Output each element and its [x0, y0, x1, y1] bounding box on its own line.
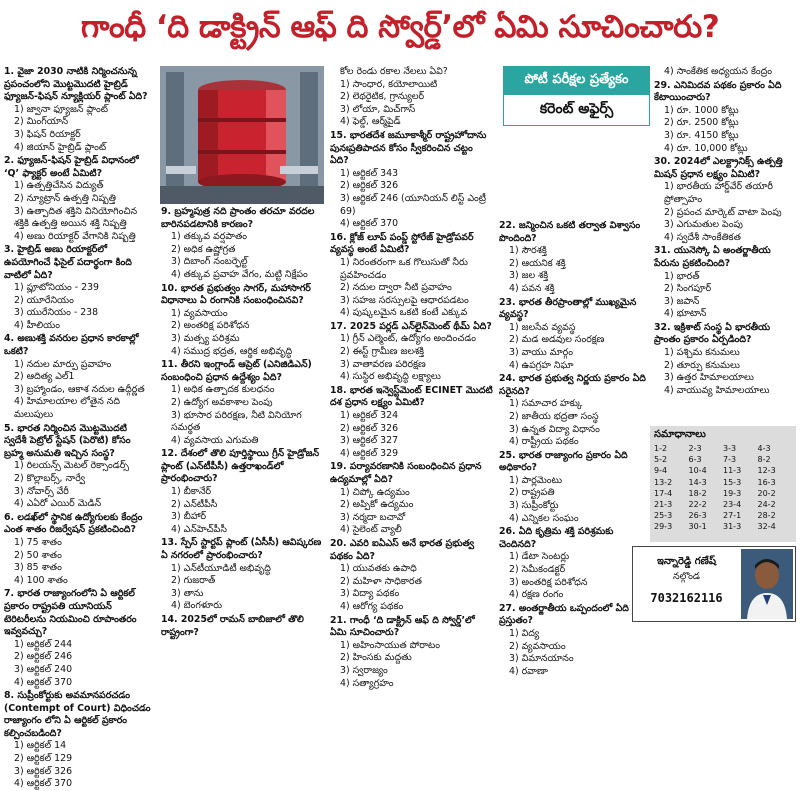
answer-item: 16-3 — [757, 477, 776, 487]
answer-option: 3) ఉత్పాదిత శక్తిని వినియోగించిన శక్తికి ఉత్పత్తి అయిన శక్తి నిష్పత్తి — [14, 205, 138, 230]
answer-option: 2) మడ అడవుల సంరక్షణ — [509, 334, 605, 346]
answer-option: 3) లోయా, మిచ్‌గాస్ — [340, 103, 416, 115]
question-text: 17. 2025 పర్లడ్ ఎన్‌లైన్‌మెంట్ థీమ్ ఏది? — [330, 320, 492, 332]
answer-option: 1) తక్కువ వర్షపాతం — [171, 231, 248, 243]
answer-item: 14-3 — [688, 477, 707, 487]
answer-item: 12-3 — [757, 466, 776, 476]
question-text: 24. భారత ప్రభుత్వ నిర్ణయ ప్రకారం ఏది సరైనది? — [499, 373, 646, 397]
answer-option: 3) ఆర్టికల్ 327 — [340, 435, 399, 447]
question-block — [4, 333, 152, 421]
answer-item: 2-3 — [688, 444, 702, 453]
answer-option: 4) ఎన్‌హెచ్‌పీసీ — [171, 523, 227, 535]
banner-title: పోటీ పరీక్షల ప్రత్యేకం — [504, 67, 649, 95]
question-text: 3. హైబ్రిడ్ అణు రియాక్టర్‌లో ఉపయోగించే ఫిసైల్ పదార్థంగా కింది వాటిలో ఏది? — [4, 244, 132, 281]
question-text: 15. భారతదేశ జమూకాశ్మీర్ రాష్ట్రహోదాను పునఃప్రతిపాదన కోసం స్వీకరించిన చట్టం ఏది? — [330, 129, 487, 167]
answer-option: 4) ఎన్నికల సంఘం — [509, 512, 579, 524]
question-text: 5. భారత నిర్మించిన మొట్టమొదటి స్వదేశీ పెట్రోల్ స్టేషన్ (పెరొటి) కోసం బ్రహ్మ అనుమతి ఇచ్చిన సంస్థ? — [4, 422, 131, 459]
answer-item: 19-3 — [723, 488, 742, 498]
question-text: 13. స్పేస్ స్టార్టప్ ప్లాంట్ (ఏసీసీ) ఆవిష్కరణ ఏ నగరంలో ప్రారంభించారు? — [161, 537, 322, 562]
answer-option: 2) నదుల ద్వారా నీటి ప్రవాహం — [340, 282, 452, 294]
answer-option: 2) న్యూట్రాన్ ఉత్పత్తి నిష్పత్తి — [14, 192, 116, 204]
answer-option: 1) సమాచార హక్కు — [509, 398, 583, 410]
question-text: 9. బ్రహ్మపుత్ర నది ప్రాంతం తరచూ వరదల బారినపడటానికి కారణం? — [161, 206, 315, 230]
question-block — [161, 359, 324, 447]
answer-option: 4) రూ. 10,000 కోట్లు — [664, 142, 748, 154]
answer-option: 3) ఆర్టికల్ 326 — [14, 765, 73, 777]
answer-option: 4) వ్యవసాయ ఎగుమతి — [171, 434, 259, 446]
answer-item: 1-2 — [654, 444, 668, 453]
question-block — [4, 155, 152, 243]
answer-key — [650, 426, 796, 542]
question-text: 12. దేశంలో తొలి పూర్తిస్థాయి గ్రీన్ హైడ్రోజన్ ప్లాంట్ (ఎన్‌టీపీసీ) ఉత్తరాఖండ్‌లో ప్రారంభించారు? — [161, 448, 320, 485]
answer-option: 3) ఎగుమతుల పెంపు — [664, 219, 743, 231]
question-block — [330, 232, 493, 320]
author-name: ఇన్నారెడ్డి గణేష్ — [657, 556, 716, 567]
answer-option: 2) గుజరాత్ — [171, 575, 216, 587]
question-block — [499, 603, 650, 679]
answer-option: 2) సింగపూర్ — [664, 283, 712, 295]
question-text: 2. ఫ్యూజన్-ఫిషన్ హైబ్రిడ్ విధానంలో ‘Q’ ఫ్యాక్టర్ అంటే ఏమిటి? — [4, 155, 139, 179]
answer-option: 2) ఆర్టికల్ 246 — [14, 651, 73, 663]
answer-option: 3) వాయు మార్గం — [509, 346, 573, 358]
answer-option: 3) బ్రహ్మాండం, ఆకాశ నదుల ఉద్గీర్ణత — [14, 383, 145, 395]
answer-option: 3) తాను — [171, 587, 204, 599]
answer-option: 4) ఆర్టికల్ 370 — [14, 778, 73, 790]
answer-option: 4) స్వదేశీ సాంకేతికత — [664, 231, 741, 243]
question-text: 31. యునెస్కో ఏ అంతర్జాతీయ పేరును ప్రకటించింది? — [654, 245, 771, 269]
answer-item: 11-3 — [723, 466, 742, 476]
answer-option: 1) అధిక ఉత్పాదక కులధనం — [171, 384, 275, 396]
answer-item: 23-4 — [723, 500, 742, 510]
question-column-5 — [654, 66, 799, 428]
answer-item: 5-2 — [654, 455, 668, 465]
answer-option: 4) సుస్థిర అభివృద్ధి లక్ష్యాలు — [340, 371, 441, 383]
answer-item: 6-3 — [688, 455, 702, 465]
answer-option: 4) భూటాన్ — [664, 308, 707, 320]
question-text: 16. క్లోజ్ లూప్ పంప్డ్ స్టోరేజ్ హైడ్రోపవర్ వ్యవస్థ అంటే ఏమిటి? — [330, 231, 474, 256]
answer-item: 31-3 — [723, 522, 742, 532]
answer-item: 3-3 — [723, 444, 737, 453]
question-text: 21. గాంధీ ‘ది డాక్ట్రిన్ ఆఫ్ ది స్వోర్డ్’లో ఏమి సూచించారు? — [330, 614, 475, 639]
answer-item: 27-1 — [723, 511, 742, 521]
answer-option: 4) ఎఏరో ఎయిర్ మెడిన్ — [14, 498, 102, 510]
answer-option: 4) ఆరోగ్య పథకం — [340, 600, 404, 612]
answer-option: 4) హీలియం — [14, 319, 60, 331]
answer-option: 4) సాంకేతిక అధ్యయన కేంద్రం — [664, 66, 773, 77]
question-text: 18. భారత ఇన్వెస్ట్‌మెంట్ ECINET మొదటి దశ ప్రధాన లక్ష్యం ఏమిటి? — [330, 384, 493, 409]
answer-option: 2) ఎన్‌టీపీసీ — [171, 498, 218, 510]
question-block — [4, 423, 152, 511]
answer-option: 1) భారత్ — [664, 270, 700, 282]
answer-option: 1) సాంధార, కయోలాయిటి — [340, 78, 438, 90]
question-block — [330, 538, 493, 614]
answer-option: 1) సౌరశక్తి — [509, 245, 547, 257]
answer-option: 3) వాతావరణ పరిరక్షణ — [340, 358, 426, 370]
answer-option: 3) రూ. 4150 కోట్లు — [664, 129, 739, 141]
question-block — [330, 66, 493, 129]
answer-option: 4) హిమాలయాల లోతైన నది మలుపులు — [14, 396, 120, 421]
answer-option: 4) బెంగళూరు — [171, 600, 223, 612]
answer-option: 3) ఫిషన్ రియాక్టర్ — [14, 128, 81, 140]
answer-option: 3) దిబాంగ్ నంబర్ఫెల్ట్ — [171, 256, 248, 268]
question-text: 30. 2024లో ఎలక్ట్రానిక్స్ ఉత్పత్తి మిషన్ ప్రధాన లక్ష్యం ఏమిటి? — [654, 156, 783, 180]
answer-option: కోల రెండు రకాల నేలలు ఏవి? — [340, 66, 448, 77]
answer-option: 2) లెథరైటిక, గ్రాన్యులర్ — [340, 91, 425, 103]
answer-option: 2) కొల్లాబర్స్, నార్వే — [14, 473, 86, 484]
question-text: 25. భారత రాజ్యాంగం ప్రకారం ఏది అధికారం? — [499, 449, 628, 474]
answer-option: 1) ఉత్పత్తిచేసిన విద్యుత్ — [14, 180, 104, 192]
answer-option: 1) యువతకు ఉపాధి — [340, 563, 417, 575]
question-text: 20. ఎవరి ఐఏఎస్ అనే భారత ప్రభుత్వ పథకం ఏది? — [330, 537, 475, 562]
answer-item: 24-2 — [757, 500, 776, 510]
answer-option: 3) విద్యా పథకం — [340, 588, 400, 600]
answer-option: 1) ఎన్‌టీయూడిటీ అభివృద్ధి — [171, 562, 271, 574]
question-text: 19. పర్యావరణానికి సంబంధించిన ప్రధాన ఉద్యమాల్లో ఏది? — [330, 461, 482, 485]
answer-option: 3) ఆర్టికల్ 246 (యూనియన్ లిస్ట్ ఎంట్రీ 69) — [340, 192, 487, 217]
question-block — [4, 244, 152, 332]
answer-option: 1) అహింసాయుత పోరాటం — [340, 639, 440, 651]
answer-item: 8-2 — [757, 455, 771, 465]
answer-option: 4) తక్కువ ప్రవాహ వేగం, మట్టి నిక్షేపం — [171, 268, 308, 280]
answer-option: 2) అంతరిక్ష పరిశోధన — [171, 320, 250, 332]
answer-option: 1) జ్వానా ఫ్యూజన్ ప్లాంట్ — [14, 103, 108, 115]
answer-option: 2) ఈస్ట్ గ్రామీణ జలశక్తి — [340, 346, 425, 358]
answer-option: 1) పశ్చిమ కనుమలు — [664, 347, 740, 359]
answer-option: 3) విమానయానం — [509, 653, 574, 665]
answer-option: 4) రవాణా — [509, 665, 548, 677]
answer-item: 4-3 — [757, 444, 771, 453]
answer-option: 4) 100 శాతం — [14, 574, 68, 586]
question-block — [161, 283, 324, 359]
answer-item: 18-2 — [688, 488, 707, 498]
answer-option: 1) విద్య — [509, 628, 540, 639]
answer-item: 10-4 — [688, 466, 707, 476]
answer-option: 2) రాష్ట్రపతి — [509, 487, 555, 499]
question-text: 10. భారత ప్రభుత్వం సాగర్, మహాసాగర్ విధానాలు ఏ రంగానికి సంబంధించినవి? — [161, 282, 311, 307]
question-block — [654, 322, 799, 398]
answer-option: 4) వాయువ్య హిమాలయాలు — [664, 384, 770, 396]
answer-option: 3) ఉత్తర హిమాలయాలు — [664, 372, 754, 384]
question-text: 26. ఏది కృత్రిమ శక్తి పరిశ్రమకు చెందినది? — [499, 526, 614, 550]
answer-option: 2) ఆర్టికల్ 326 — [340, 180, 399, 192]
answer-option: 3) ఉన్నత విద్యా విధానం — [509, 423, 600, 435]
question-text: 22. జన్మించిన ఒకటి తర్వాత విశ్వాసం పొందింది? — [499, 220, 641, 244]
page-title: గాంధీ ‘ది డాక్ట్రిన్ ఆఫ్ ది స్వోర్డ్’లో ఏమి సూచించారు? — [80, 8, 720, 45]
answer-option: 3) స్వరాజ్యం — [340, 664, 388, 676]
answer-option: 1) గ్రీన్ ఎల్మెంట్, ఉద్యోగం అందించడం — [340, 333, 476, 345]
answer-item: 26-3 — [688, 511, 707, 521]
question-block — [4, 512, 152, 588]
question-column-4 — [499, 220, 650, 677]
answer-option: 4) ఉపగ్రహ నిఘా — [509, 359, 574, 371]
answer-option: 2) మింగ్‌యాన్ — [14, 116, 69, 128]
answer-option: 3) బీహార్ — [171, 511, 207, 523]
answer-item: 29-3 — [654, 522, 673, 532]
question-text: 4. అణుశక్తి వనరుల ప్రధాన కారకాల్లో ఒకటి? — [4, 333, 139, 358]
answer-key-title: సమాధానాలు — [654, 429, 706, 440]
answer-item: 20-2 — [757, 488, 776, 498]
answer-option: 4) సముద్ర భద్రత, ఆర్థిక అభివృద్ధి — [171, 345, 293, 357]
answer-option: 1) నిరంతరంగా ఒక గొలుసుతో నీరు ప్రవహించడం — [340, 256, 468, 281]
author-card — [632, 546, 796, 622]
answer-option: 1) ఆర్టికల్ 343 — [340, 167, 399, 179]
answer-item: 30-1 — [688, 522, 707, 532]
answer-option: 2) ఆర్టికల్ 129 — [14, 753, 73, 765]
answer-option: 2) సెమీకండక్టర్ — [509, 564, 566, 576]
answer-option: 1) భారతీయ హార్డ్‌వేర్ తయారీ ప్రోత్సాహం — [664, 181, 773, 205]
answer-option: 4) రక్షణ రంగం — [509, 589, 564, 601]
question-block — [4, 66, 152, 154]
question-block — [499, 526, 650, 602]
question-block — [654, 156, 799, 244]
answer-option: 3) జపాన్ — [664, 295, 700, 307]
question-text: 6. లడఖ్‌లో స్థానిక ఉద్యోగులకు కేంద్రం ఎంత శాతం రిజర్వేషన్ ప్రకటించింది? — [4, 511, 143, 536]
answer-item: 32-4 — [757, 522, 776, 532]
answer-option: 1) బీకానేర్ — [171, 486, 212, 498]
answer-option: 1) చిప్కో ఉద్యమం — [340, 486, 410, 498]
answer-option: 1) పార్లమెంటు — [509, 474, 562, 486]
answer-option: 4) అణు రియాక్టర్ వేగానికి నిష్పత్తి — [14, 230, 136, 242]
answer-option: 1) 75 శాతం — [14, 536, 62, 548]
question-block — [654, 245, 799, 321]
question-text: 23. భారత తీరప్రాంతాల్లో ముఖ్యమైన వ్యవస్థ? — [499, 296, 637, 321]
answer-item: 13-2 — [654, 477, 673, 487]
answer-option: 2) హింసకు మద్దతు — [340, 652, 412, 664]
answer-option: 4) పుష్కలమైన ఒకటి కంటే ఎక్కువ — [340, 307, 468, 319]
question-block — [330, 461, 493, 537]
answer-option: 1) జలసేవ వ్యవస్థ — [509, 321, 576, 333]
answer-option: 1) ఆర్టికల్ 324 — [340, 410, 399, 422]
answer-option: 2) ఉద్యోగ అవకాశాల పెంపు — [171, 396, 273, 408]
author-phone: 7032162116 — [650, 591, 723, 605]
answer-option: 3) సహజ సరస్సులపై ఆధారపడటం — [340, 294, 469, 306]
question-column-3 — [330, 66, 493, 689]
question-block — [330, 130, 493, 231]
question-block — [161, 206, 324, 282]
question-block — [499, 450, 650, 526]
reactor-image — [160, 66, 324, 204]
answer-option: 2) యూరేనియం — [14, 294, 74, 306]
question-block — [161, 537, 324, 613]
answer-key-grid — [650, 444, 796, 533]
answer-option: 3) నర్మదా బచావో — [340, 511, 406, 523]
question-block — [499, 297, 650, 373]
answer-option: 2) 50 శాతం — [14, 549, 62, 561]
answer-option: 3) సుప్రీంకోర్టు — [509, 500, 559, 512]
answer-option: 3) ఆర్టికల్ 240 — [14, 663, 73, 675]
answer-option: 1) ప్లూటోనియం - 239 — [14, 282, 99, 294]
answer-option: 2) అధిక ఉష్ణోగ్రత — [171, 243, 236, 255]
question-block — [330, 321, 493, 384]
answer-option: 3) అంతరిక్ష పరిశోధన — [509, 576, 588, 588]
question-text: 14. 2025లో రామన్ బాబిజాలో తొలి రాష్ట్రంగా? — [161, 614, 304, 638]
answer-option: 3) యురేనియం - 238 — [14, 307, 99, 319]
question-column-1 — [4, 66, 152, 790]
answer-option: 3) మత్స్య పరిశ్రమ — [171, 332, 240, 344]
answer-option: 2) ఆదిత్య ఎల్1 — [14, 371, 75, 383]
answer-option: 4) ఆర్టికల్ 370 — [340, 218, 399, 230]
answer-option: 1) నదుల మార్పు ప్రవాహం — [14, 358, 112, 370]
answer-option: 2) ప్రపంచ మార్కెట్ వాటా పెంపు — [664, 206, 782, 218]
answer-option: 4) ఫెల్డ్, ఆర్మ్‌పైడ్ — [340, 116, 401, 128]
answer-item: 22-2 — [688, 500, 707, 510]
question-block — [499, 220, 650, 296]
answer-option: 3) నోవార్స్ వేరీ — [14, 485, 69, 497]
banner-subtitle: కరెంట్ అఫైర్స్ — [539, 100, 614, 117]
answer-option: 4) రాష్ట్రీయ పథకం — [509, 436, 579, 448]
answer-item: 28-2 — [757, 511, 776, 521]
answer-option: 3) భూసార పరిరక్షణ, నీటి వినియోగ సమర్థత — [171, 409, 302, 434]
answer-option: 2) వ్యవసాయం — [509, 640, 566, 652]
answer-option: 4) ఆర్టికల్ 370 — [14, 676, 73, 688]
answer-option: 4) సత్యాగ్రహం — [340, 677, 394, 689]
question-text: 7. భారత రాజ్యాంగంలోని ఏ ఆర్టికల్ ప్రకారం రాష్ట్రపతి యూనియన్ టెరిటరీలను నియమించి రూపాంతరం ఇవ్వవచ్చు? — [4, 588, 137, 638]
answer-item: 17-4 — [654, 488, 673, 498]
answer-option: 2) ఆయనిక శక్తి — [509, 257, 566, 269]
author-photo — [741, 549, 793, 619]
answer-option: 4) జియాన్ హైబ్రిడ్ ప్లాంట్ — [14, 141, 107, 153]
answer-item: 7-3 — [723, 455, 737, 465]
answer-item: 9-4 — [654, 466, 668, 476]
question-column-2 — [161, 206, 324, 638]
answer-option: 4) పవన శక్తి — [509, 282, 555, 294]
question-block — [161, 614, 324, 639]
section-banner — [503, 66, 650, 126]
answer-option: 1) రూ. 1000 కోట్లు — [664, 104, 739, 116]
question-block — [330, 615, 493, 691]
answer-option: 2) ఆర్టికల్ 326 — [340, 422, 399, 434]
answer-option: 1) డేటా సెంటర్లు — [509, 551, 570, 563]
answer-option: 3) 85 శాతం — [14, 562, 62, 574]
question-block — [4, 588, 152, 689]
answer-item: 15-3 — [723, 477, 742, 487]
answer-option: 4) సైలెంట్ వ్యాలీ — [340, 524, 402, 536]
answer-option: 1) ఆర్టికల్ 14 — [14, 740, 67, 752]
question-block — [330, 385, 493, 461]
author-place: నల్గొండ — [673, 571, 700, 582]
question-block — [654, 66, 799, 79]
question-text: 32. ఇక్రిశాట్ సంస్థ ఏ భారతీయ ప్రాంతం ప్రకారం ఏర్పడింది? — [654, 321, 771, 346]
question-text: 8. సుప్రీంకోర్టుకు అవమానపరచడం (Contempt of Court) విధించడం రాజ్యాంగం లోని ఏ ఆర్టికల్ ప్రకారం కల్పించబడింది? — [4, 690, 151, 739]
question-text: 1. వైజా 2030 నాటికి నిర్మించనున్న ప్రపంచంలోని మొట్టమొదటి హైబ్రిడ్ ఫ్యూజన్-ఫిషన్ న్యూక్లియర్ ప్లాంట్ ఏది? — [4, 66, 148, 103]
answer-option: 4) ఆర్టికల్ 329 — [340, 447, 399, 459]
question-text: 11. తీరని ఇంగ్లాండ్ ఆప్రెట్ (ఎనిజిడిఎన్) సంబంధించి ప్రధాన ఉద్దేశ్యం ఏది? — [161, 359, 312, 383]
answer-option: 2) జాతీయ భద్రతా సంస్థ — [509, 410, 599, 422]
question-block — [4, 690, 152, 791]
answer-option: 3) జల శక్తి — [509, 270, 549, 282]
answer-item: 21-3 — [654, 500, 673, 510]
question-block — [161, 448, 324, 536]
answer-item: 25-3 — [654, 511, 673, 521]
answer-option: 2) అప్పికో ఉద్యమం — [340, 499, 414, 511]
answer-option: 1) ఆర్టికల్ 244 — [14, 638, 73, 650]
answer-option: 1) రిలయన్స్ మెటల్ రెక్సాండర్స్ — [14, 460, 129, 472]
question-block — [654, 80, 799, 156]
question-text: 27. అంతర్జాతీయ ఒప్పందంలో ఏది ప్రస్తుతం? — [499, 602, 629, 627]
answer-option: 2) తూర్పు కనుమలు — [664, 359, 740, 371]
answer-option: 1) వ్యవసాయం — [171, 307, 228, 319]
question-text: 29. ఎనిమిదవ పథకం ప్రకారం ఏది కేటాయించారు? — [654, 79, 782, 104]
answer-option: 2) రూ. 2500 కోట్లు — [664, 117, 739, 129]
question-block — [499, 373, 650, 449]
answer-option: 2) మహిళా సాధికారత — [340, 575, 422, 587]
